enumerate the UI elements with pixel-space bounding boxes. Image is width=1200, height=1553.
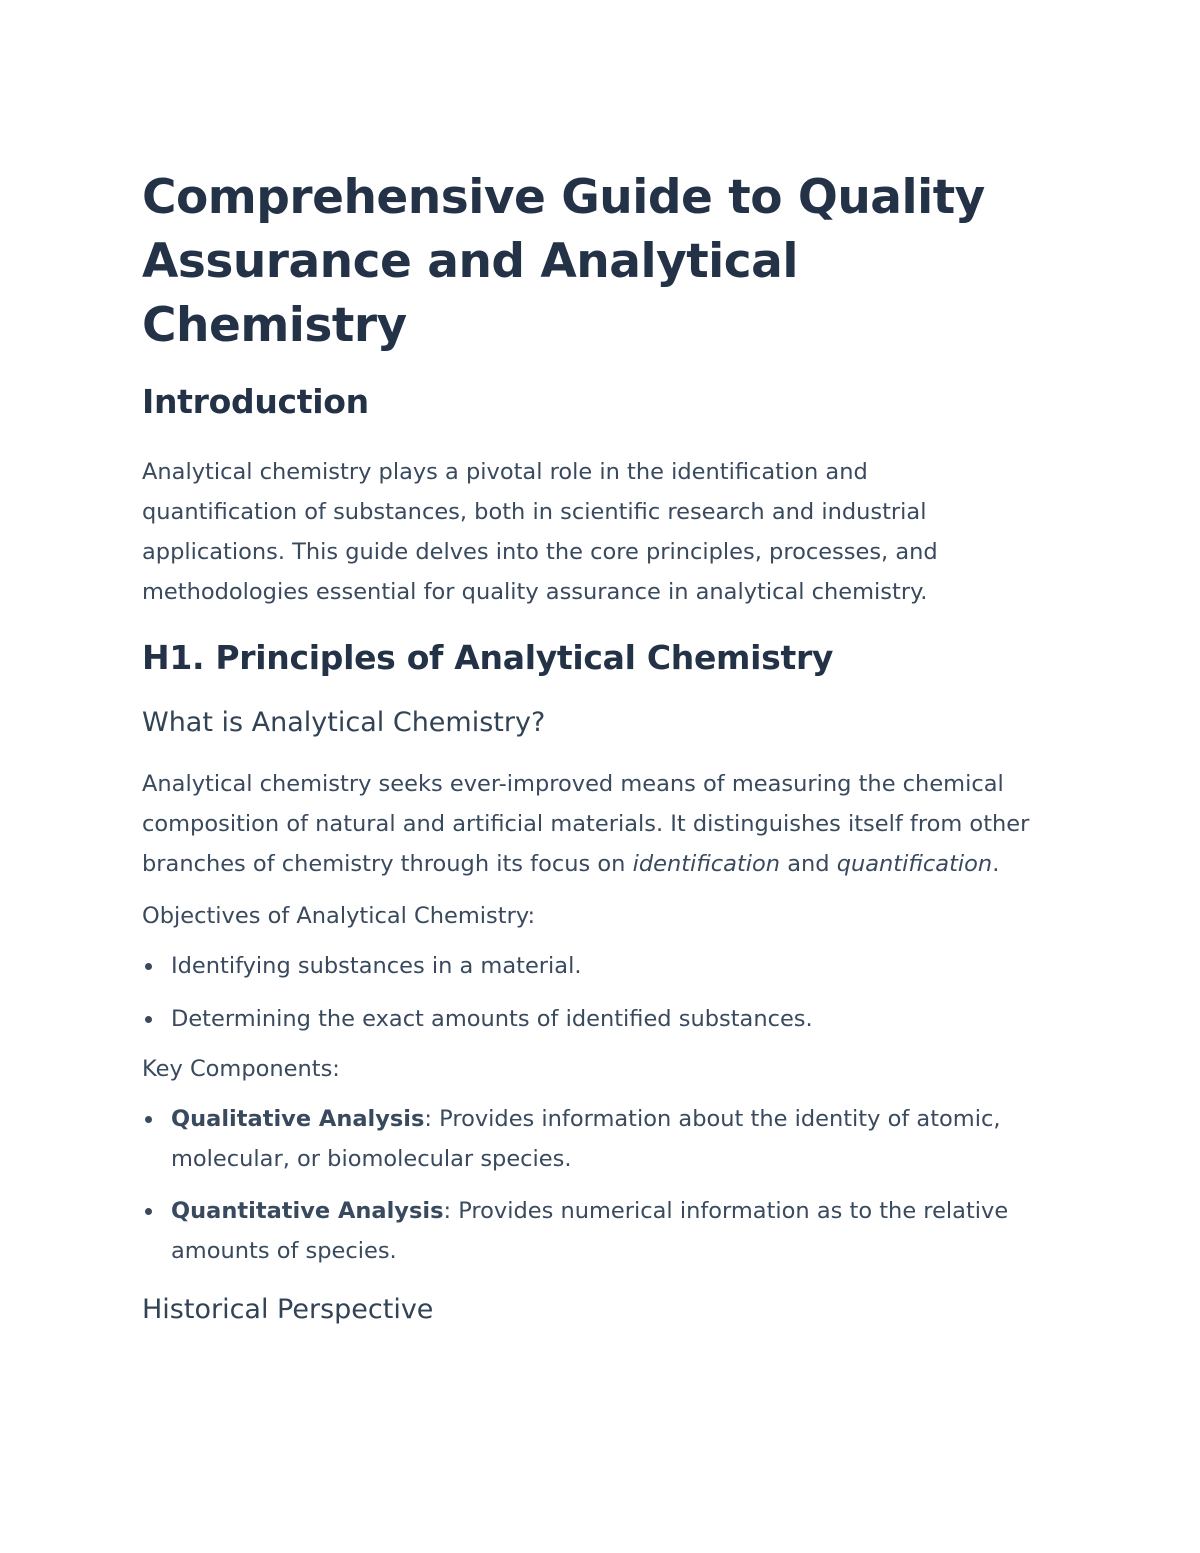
document-title: Comprehensive Guide to Quality Assurance and Analytical Chemistry [142,170,985,353]
qualitative-analysis-desc: : Provides information about the identity of atomic, molecular, or biomolecular species. [171,1106,1001,1172]
bullet-icon [145,1116,152,1123]
qualitative-analysis-term: Qualitative Analysis [171,1106,425,1132]
bullet-icon [145,1016,152,1023]
principles-heading: H1. Principles of Analytical Chemistry [142,638,834,677]
introduction-paragraph: Analytical chemistry plays a pivotal role in the identification and quantification of substances, both in scientific research and industrial applications. This guide delves into the core principles, processes, and methodologies essential for quality assurance in analytical chemistry. [142,459,938,605]
what-is-text-middle: and [780,851,837,877]
document-page [142,166,1062,1329]
quantitative-analysis-term: Quantitative Analysis [171,1198,444,1224]
quantification-emphasis: quantification [836,851,993,877]
objectives-list [142,946,1062,1039]
bullet-icon [145,963,152,970]
what-is-text-after: . [992,851,1000,877]
what-is-text-before: Analytical chemistry seeks ever-improved means of measuring the chemical composition of natural and artificial materials. It distinguishes itself from other branches of chemistry through its focus on [142,771,1030,877]
what-is-paragraph [142,764,1062,884]
bullet-icon [145,1208,152,1215]
list-item [142,999,1062,1039]
what-is-heading: What is Analytical Chemistry? [142,707,546,738]
quantitative-analysis-desc: : Provides numerical information as to the relative amounts of species. [171,1198,1009,1264]
introduction-heading: Introduction [142,382,369,421]
list-item [142,1099,1051,1179]
objective-text: Determining the exact amounts of identified substances. [171,1006,813,1032]
list-item [142,946,1062,986]
key-components-label: Key Components: [142,1056,340,1082]
objectives-label: Objectives of Analytical Chemistry: [142,903,536,929]
historical-perspective-heading: Historical Perspective [142,1294,434,1325]
list-item [142,1191,1061,1271]
objective-text: Identifying substances in a material. [171,953,582,979]
identification-emphasis: identification [632,851,781,877]
key-components-list [142,1099,1062,1271]
